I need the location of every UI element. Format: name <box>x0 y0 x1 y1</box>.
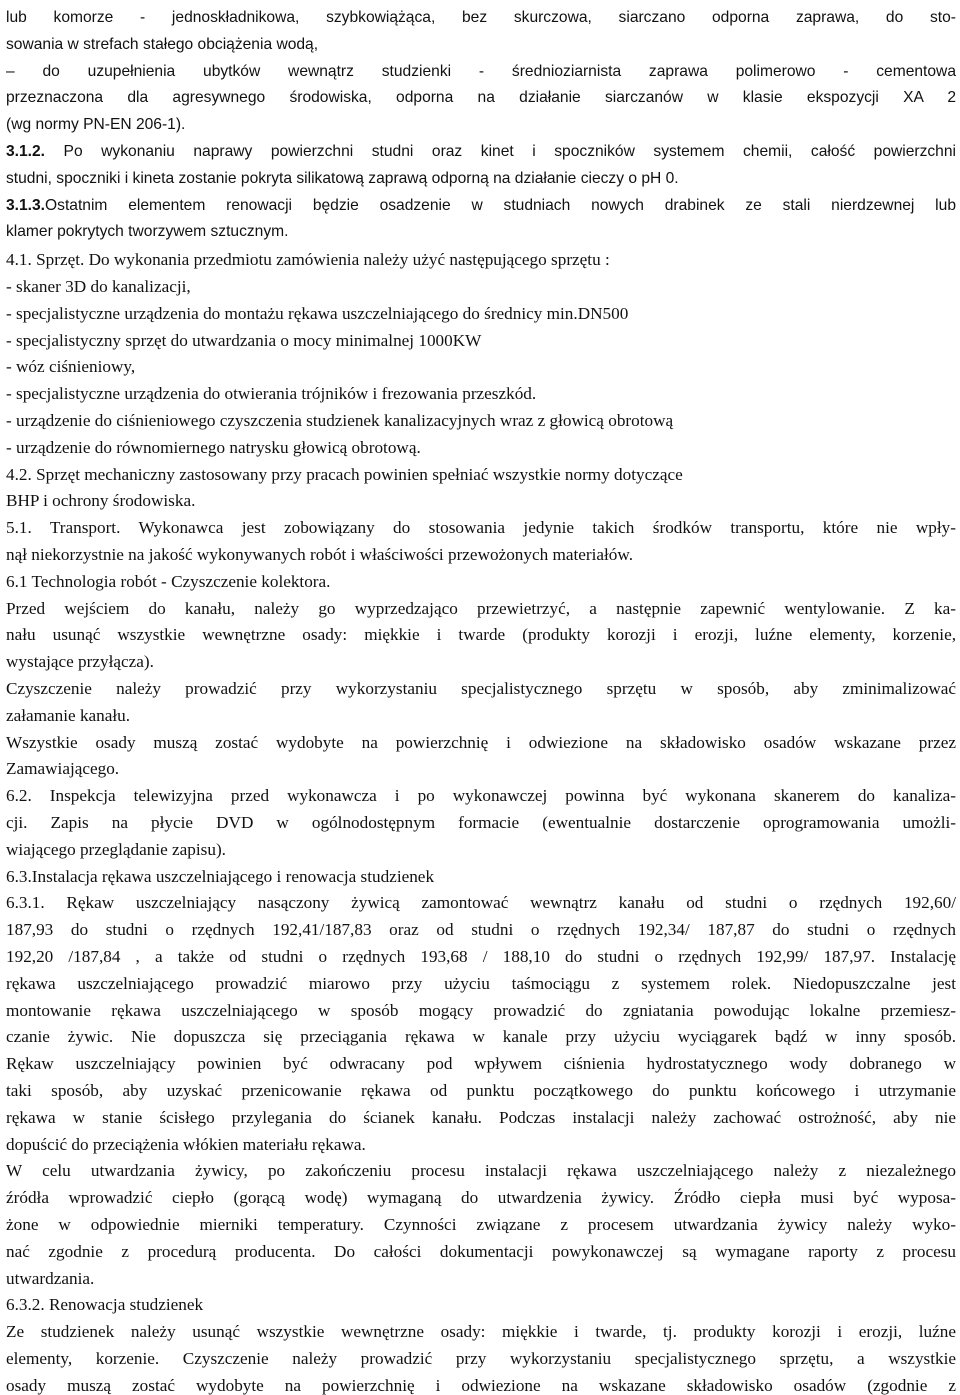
text-line: źródła wprowadzić ciepło (gorącą wodę) wymaganą do utwardzenia żywicy. Źródło ciepła musi być wyposa- <box>6 1188 956 1208</box>
text-line: rękawa w stanie ścisłego przylegania do ścianek kanału. Podczas instalacji należy zachować ostrożność, aby nie <box>6 1107 956 1127</box>
text-line: przeznaczona dla agresywnego środowiska, odporna na działanie siarczanów w klasie ekspozycji XA 2 <box>6 89 956 107</box>
text-line: 6.3.Instalacja rękawa uszczelniającego i renowacja studzienek <box>6 866 435 886</box>
text-line: 192,20 /187,84 , a także od studni o rzędnych 193,68 / 188,10 do studni o rzędnych 192,99/ 187,97. Instalację <box>6 947 956 966</box>
text-line: - wóz ciśnieniowy, <box>6 357 136 377</box>
text-line: - specjalistyczny sprzęt do utwardzania o mocy minimalnej 1000KW <box>6 330 482 350</box>
text-line: cji. Zapis na płycie DVD w ogólnodostępnym formacie (ewentualnie dostarczenie oprogramowania umożli- <box>6 813 956 832</box>
text-line: - specjalistyczne urządzenia do otwierania trójników i frezowania przeszkód. <box>6 384 537 404</box>
text-line: rękawa uszczelniającego prowadzić miarowo przy użyciu taśmociągu z systemem rolek. Niedopuszczalne jest <box>6 973 956 993</box>
text-line: (wg normy PN-EN 206-1). <box>6 116 186 134</box>
text-line: lub komorze - jednoskładnikowa, szybkowiążąca, bez skurczowa, siarczano odporna zaprawa, do sto- <box>6 9 956 26</box>
text-line: 4.2. Sprzęt mechaniczny zastosowany przy pracach powinien spełniać wszystkie normy dotyczące <box>6 464 683 484</box>
text-line: wiającego przeglądanie zapisu). <box>6 839 226 859</box>
text-line: montowanie rękawa uszczelniającego w sposób mogący prowadzić do zgniatania powodując lokalne przemiesz- <box>6 1000 956 1020</box>
text-line: nału usunąć wszystkie wewnętrzne osady: miękkie i twarde (produkty korozji i erozji, luźne elementy, korzenie, <box>6 625 956 645</box>
text-line: czanie żywic. Nie dopuszcza się przeciągania rękawa w kanale przy użyciu wyciągarek bądź w inny sposób. <box>6 1027 956 1047</box>
text-line: osady muszą zostać wydobyte na powierzchnię i odwiezione na wskazane składowisko osadów (zgodnie z <box>6 1375 956 1395</box>
text-line: 4.1. Sprzęt. Do wykonania przedmiotu zamówienia należy użyć następującego sprzętu : <box>6 250 610 270</box>
text-line: - skaner 3D do kanalizacji, <box>6 277 191 296</box>
text-line: nął niekorzystnie na jakość wykonywanych robót i właściwości przewożonych materiałów. <box>6 545 633 564</box>
text-line: załamanie kanału. <box>6 705 131 725</box>
text-line: 3.1.2. Po wykonaniu naprawy powierzchni studni oraz kinet i spoczników systemem chemii, całość powierzchni <box>6 143 956 160</box>
text-line: 5.1. Transport. Wykonawca jest zobowiązany do stosowania jedynie takich środków transportu, które nie wpły- <box>6 518 956 538</box>
text-line: taki sposób, aby uzyskać przenicowanie rękawa od punktu początkowego do punktu końcowego i utrzymanie <box>6 1081 956 1100</box>
text-line: studni, spoczniki i kineta zostanie pokryta silikatową zaprawą odporną na działanie cieczy o pH 0. <box>6 169 679 187</box>
text-line: 6.3.2. Renowacja studzienek <box>6 1295 204 1315</box>
text-line: Czyszczenie należy prowadzić przy wykorzystaniu specjalistycznego sprzętu w sposób, aby zminimalizować <box>6 679 956 698</box>
text-line: 6.2. Inspekcja telewizyjna przed wykonawcza i po wykonawczej powinna być wykonana skanerem do kanaliza- <box>6 786 956 806</box>
text-line: Rękaw uszczelniający powinien być odwracany pod wpływem ciśnienia hydrostatycznego wody dobranego w <box>6 1054 956 1074</box>
text-line: – do uzupełnienia ubytków wewnątrz studzienki - średnioziarnista zaprawa polimerowo - cementowa <box>6 62 956 80</box>
text-line: W celu utwardzania żywicy, po zakończeniu procesu instalacji rękawa uszczelniającego należy z niezależnego <box>6 1161 956 1181</box>
text-line: Ze studzienek należy usunąć wszystkie wewnętrzne osady: miękkie i twarde, tj. produkty korozji i erozji, luźne <box>6 1322 956 1342</box>
text-line: Przed wejściem do kanału, należy go wyprzedzająco przewietrzyć, a następnie zapewnić wentylowanie. Z ka- <box>6 598 956 618</box>
section-number: 3.1.2. <box>6 143 46 160</box>
text-line: 6.1 Technologia robót - Czyszczenie kolektora. <box>6 571 331 591</box>
text-line: BHP i ochrony środowiska. <box>6 491 196 511</box>
section-number: 3.1.3. <box>6 196 46 214</box>
text-line: Wszystkie osady muszą zostać wydobyte na powierzchnię i odwiezione na składowisko osadów wskazane przez <box>6 732 956 752</box>
text-line: utwardzania. <box>6 1268 95 1288</box>
text-line: - urządzenie do równomiernego natrysku głowicą obrotową. <box>6 437 421 457</box>
text-line: - specjalistyczne urządzenia do montażu rękawa uszczelniającego do średnicy min.DN500 <box>6 303 629 323</box>
text-line: 187,93 do studni o rzędnych 192,41/187,83 oraz od studni o rzędnych 192,34/ 187,87 do studni o rzędnych <box>6 920 956 940</box>
text-line: 6.3.1. Rękaw uszczelniający nasączony żywicą zamontować wewnątrz kanału od studni o rzędnych 192,60/ <box>6 893 956 913</box>
text-line: - urządzenie do ciśnieniowego czyszczenia studzienek kanalizacyjnych wraz z głowicą obrotową <box>6 411 674 430</box>
text-line: klamer pokrytych tworzywem sztucznym. <box>6 223 289 241</box>
text-line: elementy, korzenie. Czyszczenie należy prowadzić przy wykorzystaniu specjalistycznego sprzętu, a wszystkie <box>6 1349 956 1368</box>
text-line: dopuścić do przeciążenia włókien materiału rękawa. <box>6 1134 366 1154</box>
text-line: wystające przyłącza). <box>6 652 154 672</box>
text-line: sowania w strefach stałego obciążenia wodą, <box>6 35 319 53</box>
text-line: 3.1.3.Ostatnim elementem renowacji będzie osadzenie w studniach nowych drabinek ze stali nierdzewnej lub <box>6 196 956 214</box>
text-line: żone w odpowiednie mierniki temperatury. Czynności związane z procesem utwardzania żywicy należy wyko- <box>6 1215 956 1234</box>
text-line: Zamawiającego. <box>6 759 120 779</box>
text-line: nać zgodnie z procedurą producenta. Do całości dokumentacji powykonawczej są wymagane raporty z procesu <box>6 1241 956 1261</box>
